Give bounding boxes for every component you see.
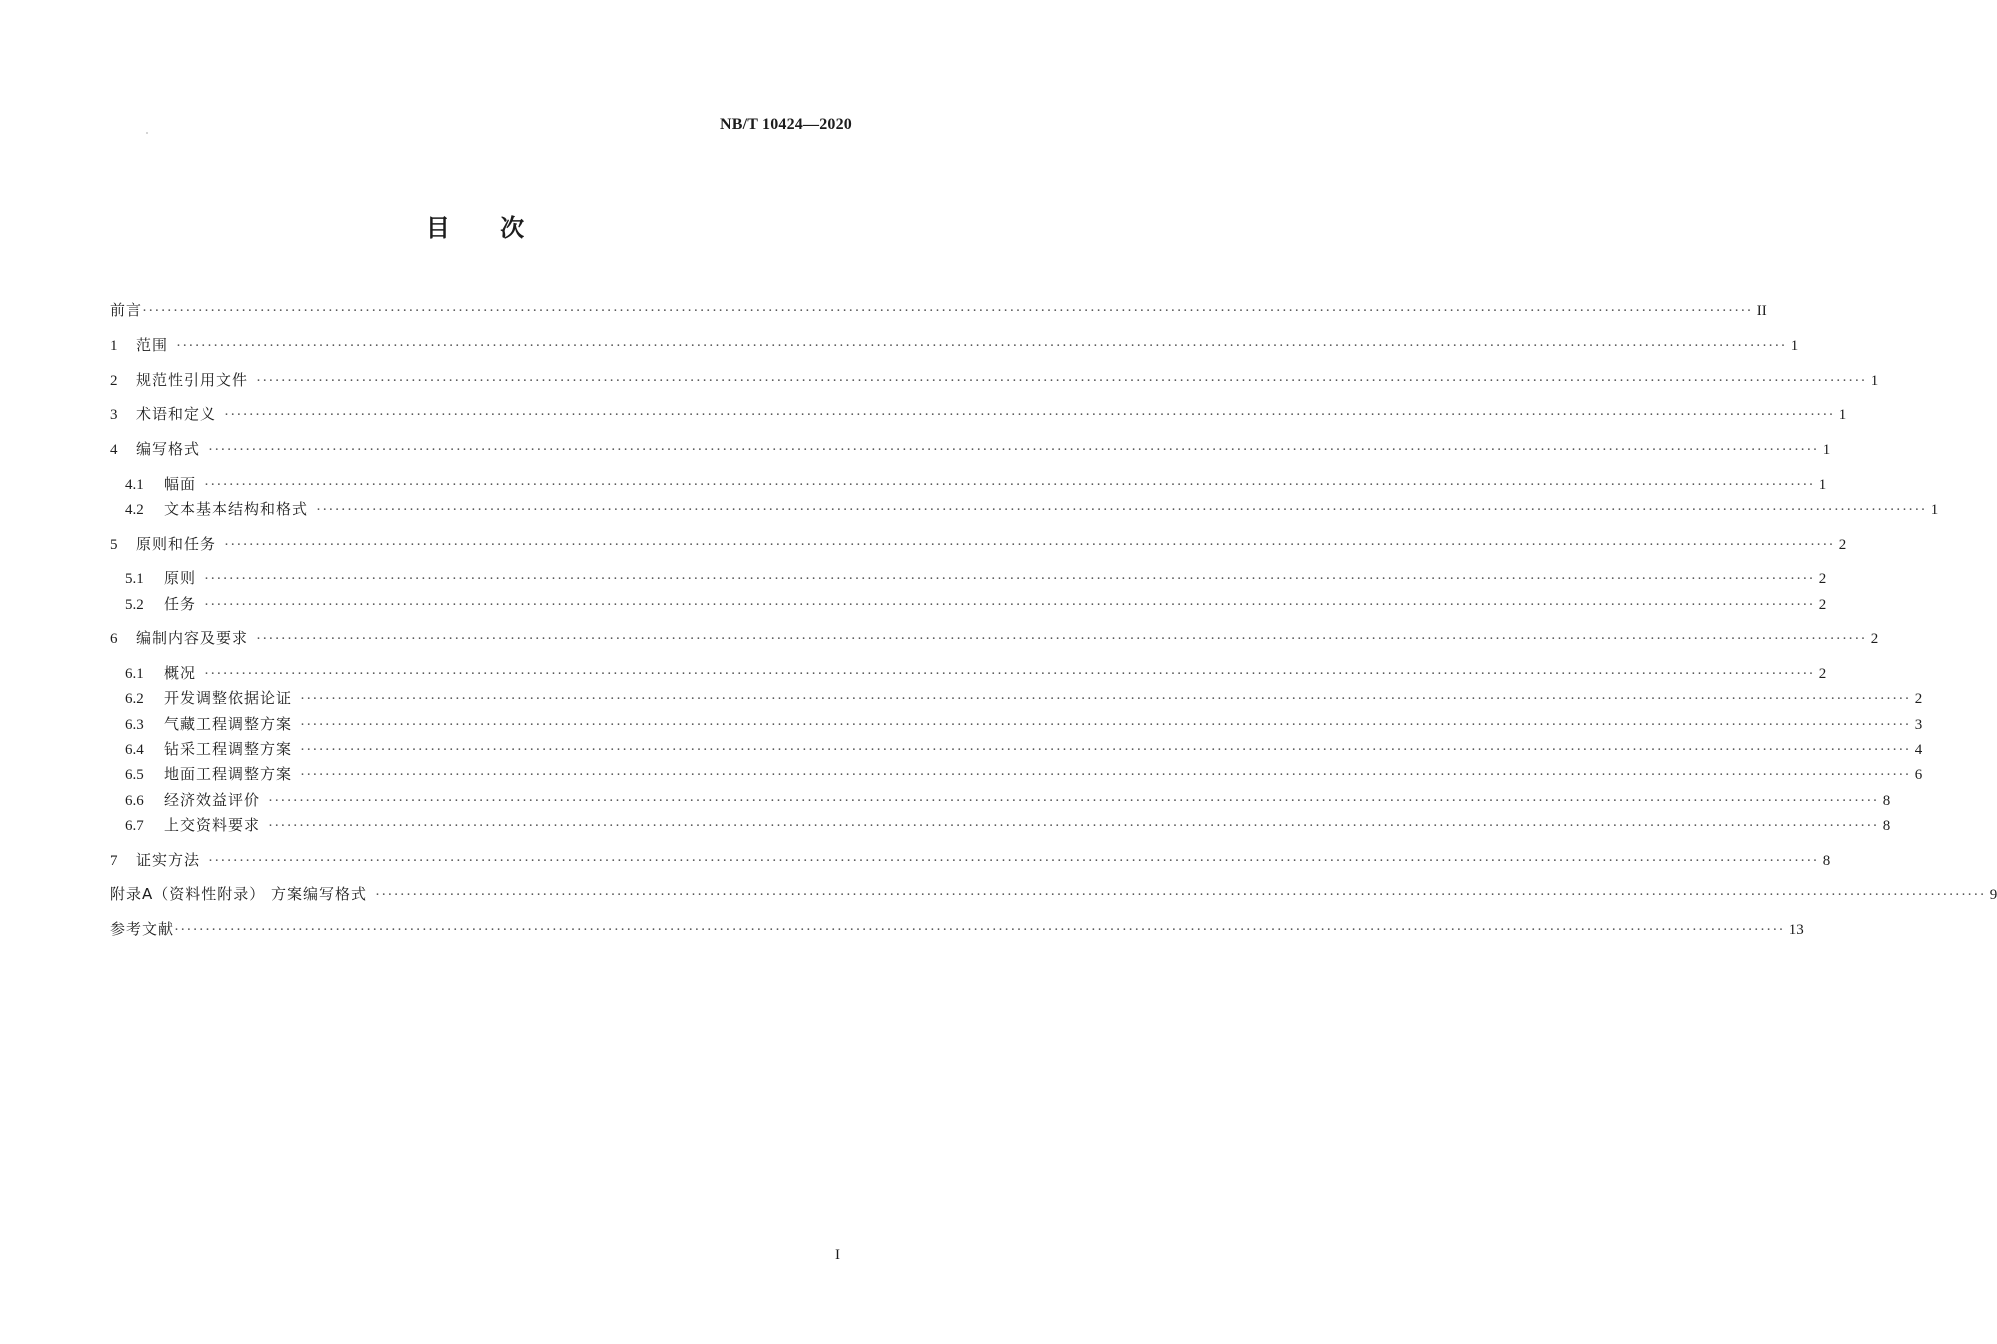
toc-entry-number: 4 — [110, 442, 118, 458]
toc-entry-2[interactable] — [110, 369, 1879, 391]
leader-dots: ···································································································································································································································································· — [224, 537, 1835, 553]
toc-page-number: 2 — [1838, 537, 1847, 553]
toc-entry-label: 参考文献 — [110, 920, 175, 938]
toc-entry-number: 6 — [110, 631, 118, 647]
toc-entry-6-2[interactable] — [125, 687, 1923, 709]
leader-dots: ···································································································································································································································································· — [268, 818, 1879, 834]
leader-dots: ···································································································································································································································································· — [300, 717, 1911, 733]
toc-entry-3[interactable] — [110, 403, 1847, 425]
toc-entry-label: 规范性引用文件 — [136, 371, 249, 389]
toc-entry-7[interactable] — [110, 849, 1831, 871]
toc-entry-label: 附录A（资料性附录） 方案编写格式 — [110, 885, 368, 903]
toc-page-number: 8 — [1882, 818, 1891, 834]
toc-entry-1[interactable] — [110, 334, 1799, 356]
toc-page-number: 2 — [1870, 631, 1879, 647]
toc-entry-6-4[interactable] — [125, 738, 1923, 760]
toc-entry-number: 1 — [110, 338, 118, 354]
toc-entry-label: 原则 — [164, 569, 197, 587]
toc-entry-number: 5.2 — [125, 597, 144, 613]
toc-entry-number: 7 — [110, 853, 118, 869]
leader-dots: ···································································································································································································································································· — [204, 666, 1815, 682]
toc-entry-6-6[interactable] — [125, 789, 1891, 811]
toc-entry-label: 编制内容及要求 — [136, 629, 249, 647]
leader-dots: ···································································································································································································································································· — [300, 742, 1911, 758]
toc-entry-number: 6.6 — [125, 793, 144, 809]
toc-entry-appendix-a[interactable] — [110, 883, 1997, 905]
toc-entry-label: 经济效益评价 — [164, 791, 261, 809]
toc-entry-label: 证实方法 — [136, 851, 201, 869]
leader-dots: ···································································································································································································································································· — [176, 338, 1787, 354]
leader-dots: ···································································································································································································································································· — [268, 793, 1879, 809]
toc-entry-number: 6.7 — [125, 818, 144, 834]
toc-entry-label: 前言 — [110, 301, 143, 319]
toc-entry-number: 5.1 — [125, 571, 144, 587]
toc-page-number: 2 — [1818, 666, 1827, 682]
toc-entry-number: 6.3 — [125, 717, 144, 733]
leader-dots: ···································································································································································································································································· — [300, 767, 1911, 783]
toc-entry-6-1[interactable] — [125, 662, 1827, 684]
leader-dots: ···································································································································································································································································· — [204, 477, 1815, 493]
toc-entry-label: 气藏工程调整方案 — [164, 715, 293, 733]
toc-entry-label: 任务 — [164, 595, 197, 613]
leader-dots: ···································································································································································································································································· — [204, 571, 1815, 587]
toc-entry-label: 范围 — [136, 336, 169, 354]
toc-page-number: 4 — [1914, 742, 1923, 758]
toc-entry-4-2[interactable] — [125, 498, 1939, 520]
toc-page-number: 9 — [1989, 887, 1997, 903]
toc-entry-number: 6.4 — [125, 742, 144, 758]
toc-entry-5[interactable] — [110, 533, 1847, 555]
toc-entry-label: 编写格式 — [136, 440, 201, 458]
leader-dots: ···································································································································································································································································· — [256, 373, 1867, 389]
leader-dots: ···································································································································································································································································· — [208, 442, 1819, 458]
leader-dots: ···································································································································································································································································· — [224, 407, 1835, 423]
toc-entry-number: 3 — [110, 407, 118, 423]
toc-entry-label: 文本基本结构和格式 — [164, 500, 309, 518]
toc-page-number: 8 — [1822, 853, 1831, 869]
page-number: I — [835, 1247, 840, 1263]
toc-page-number: 2 — [1818, 571, 1827, 587]
page-title: 目 次 — [425, 214, 525, 242]
toc-entry-label: 原则和任务 — [136, 535, 217, 553]
toc-entry-label: 钻采工程调整方案 — [164, 740, 293, 758]
toc-entry-label: 上交资料要求 — [164, 816, 261, 834]
standard-code: NB/T 10424—2020 — [719, 116, 852, 133]
toc-entry-number: 6.1 — [125, 666, 144, 682]
leader-dots: ···································································································································································································································································· — [256, 631, 1867, 647]
toc-page-number: 2 — [1818, 597, 1827, 613]
toc-entry-number: 5 — [110, 537, 118, 553]
leader-dots: ···································································································································································································································································· — [316, 502, 1927, 518]
toc-entry-label: 开发调整依据论证 — [164, 689, 293, 707]
leader-dots: ···································································································································································································································································· — [142, 303, 1753, 319]
toc-entry-label: 概况 — [164, 664, 197, 682]
toc-page-number: 2 — [1914, 691, 1923, 707]
toc-entry-6-5[interactable] — [125, 763, 1923, 785]
leader-dots: ···································································································································································································································································· — [208, 853, 1819, 869]
toc-entry-number: 6.2 — [125, 691, 144, 707]
toc-entry-5-1[interactable] — [125, 567, 1827, 589]
leader-dots: ···································································································································································································································································· — [204, 597, 1815, 613]
toc-entry-bibliography[interactable] — [110, 918, 1804, 940]
toc-page-number: 1 — [1838, 407, 1847, 423]
toc-page-number: 13 — [1788, 922, 1804, 938]
toc-page-number: II — [1756, 303, 1767, 319]
toc-entry-number: 4.1 — [125, 477, 144, 493]
toc-entry-4[interactable] — [110, 438, 1831, 460]
toc-entry-5-2[interactable] — [125, 593, 1827, 615]
toc-entry-label: 术语和定义 — [136, 405, 217, 423]
toc-page-number: 1 — [1822, 442, 1831, 458]
scan-speck — [146, 132, 148, 134]
toc-entry-number: 4.2 — [125, 502, 144, 518]
toc-entry-label: 地面工程调整方案 — [164, 765, 293, 783]
leader-dots: ···································································································································································································································································· — [375, 887, 1986, 903]
toc-page-number: 6 — [1914, 767, 1923, 783]
toc-page-number: 1 — [1818, 477, 1827, 493]
leader-dots: ···································································································································································································································································· — [300, 691, 1911, 707]
toc-entry-foreword[interactable] — [110, 299, 1767, 321]
leader-dots: ···································································································································································································································································· — [174, 922, 1785, 938]
toc-entry-6-7[interactable] — [125, 814, 1891, 836]
toc-entry-6-3[interactable] — [125, 713, 1923, 735]
toc-entry-4-1[interactable] — [125, 473, 1827, 495]
toc-page-number: 3 — [1914, 717, 1923, 733]
toc-page-number: 1 — [1930, 502, 1939, 518]
toc-entry-number: 2 — [110, 373, 118, 389]
toc-entry-label: 幅面 — [164, 475, 197, 493]
toc-entry-6[interactable] — [110, 627, 1879, 649]
toc-page-number: 8 — [1882, 793, 1891, 809]
toc-page-number: 1 — [1790, 338, 1799, 354]
toc-entry-number: 6.5 — [125, 767, 144, 783]
toc-page-number: 1 — [1870, 373, 1879, 389]
